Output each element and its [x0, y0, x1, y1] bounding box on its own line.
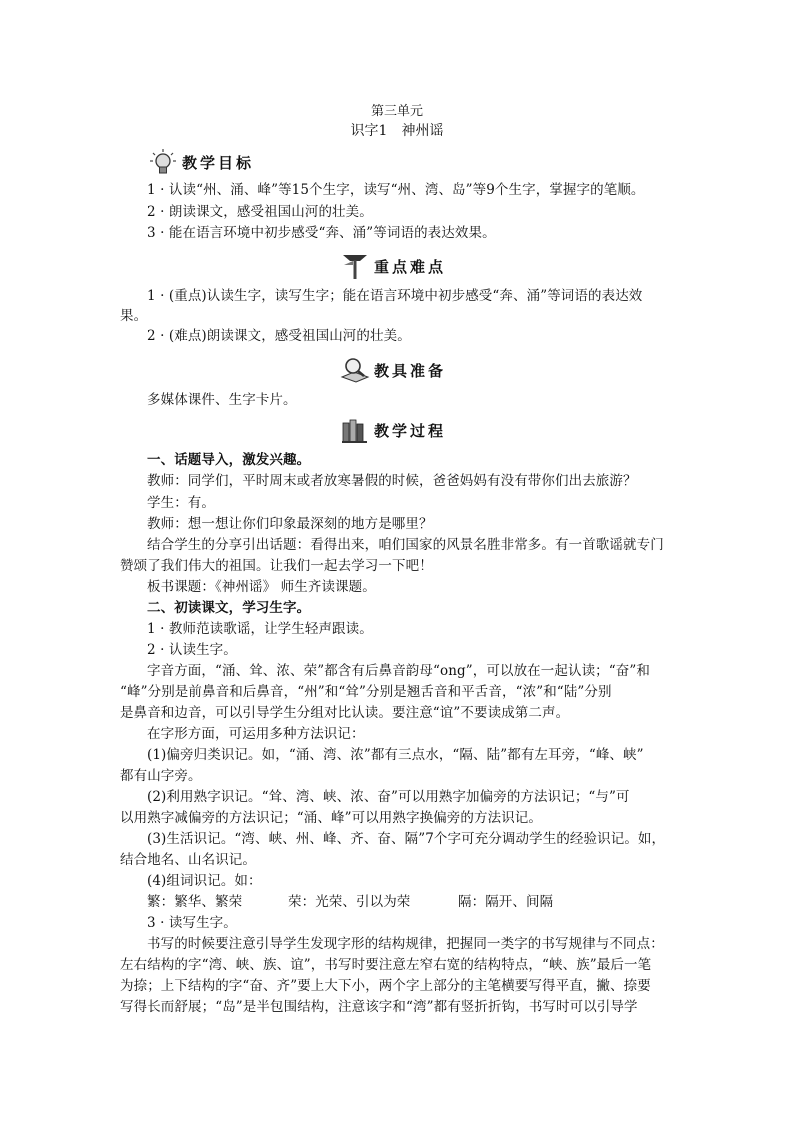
text-line: 书写的时候要注意引导学生发现字形的结构规律，把握同一类字的书写规律与不同点： [147, 936, 664, 952]
text-line: 赞颂了我们伟大的祖国。让我们一起去学习一下吧！ [120, 558, 433, 574]
section-heading-key [340, 250, 446, 282]
text-line: 都有山字旁。 [120, 768, 202, 784]
section-title: 教学过程 [374, 421, 447, 440]
books-icon [340, 415, 370, 445]
text-line: 3 · 读写生字。 [147, 915, 237, 931]
section-heading-goals [148, 146, 254, 178]
text-line: 结合地名、山名识记。 [120, 852, 256, 868]
text-line: 1 · 教师范读歌谣，让学生轻声跟读。 [147, 621, 373, 637]
text-line: 学生：有。 [147, 495, 215, 511]
text-line: 以用熟字减偏旁的方法识记；“涌、峰”可以用熟字换偏旁的方法识记。 [120, 810, 543, 826]
text-line: (4)组词识记。如： [147, 873, 262, 889]
text-line: 字音方面，“涌、耸、浓、荣”都含有后鼻音韵母“ong”，可以放在一起认读；“奋”和 [147, 663, 650, 679]
word-group: 繁：繁华、繁荣 [147, 894, 243, 910]
text-line: 是鼻音和边音，可以引导学生分组对比认读。要注意“谊”不要读成第二声。 [120, 705, 570, 721]
lesson-title: 识字1 神州谣 [350, 123, 444, 139]
unit-title: 第三单元 [370, 104, 423, 119]
text-line: 为捺；上下结构的字“奋、齐”要上大下小，两个字上部分的主笔横要写得平直，撇、捺要 [120, 978, 651, 994]
goal-item: 2 · 朗读课文，感受祖国山河的壮美。 [147, 204, 373, 220]
text-line: (3)生活识记。“湾、峡、州、峰、齐、奋、隔”7个字可充分调动学生的经验识记。如， [147, 831, 666, 847]
text-line: (2)利用熟字识记。“耸、湾、峡、浓、奋”可以用熟字加偏旁的方法识记；“与”可 [147, 789, 630, 805]
pin-flag-icon [340, 251, 370, 281]
text-line: “峰”分别是前鼻音和后鼻音，“州”和“耸”分别是翘舌音和平舌音，“浓”和“陆”分别 [120, 684, 612, 700]
goal-item: 1 · 认读“州、涌、峰”等15个生字，读写“州、湾、岛”等9个生字，掌握字的笔顺。 [147, 182, 645, 198]
text-line: 写得长而舒展；“岛”是半包围结构，注意该字和“湾”都有竖折折钩，书写时可以引导学 [120, 999, 638, 1015]
magnifier-book-icon [340, 355, 370, 385]
key-point-1-cont: 果。 [120, 308, 148, 324]
text-line: 板书课题：《神州谣》 师生齐读课题。 [147, 579, 376, 595]
step-heading: 二、初读课文，学习生字。 [147, 600, 311, 616]
key-point-2: 2 · (难点)朗读课文，感受祖国山河的壮美。 [147, 328, 411, 344]
text-line: 左右结构的字“湾、峡、族、谊”，书写时要注意左窄右宽的结构特点，“峡、族”最后一笔 [120, 957, 652, 973]
lightbulb-icon [148, 147, 178, 177]
text-line: (1)偏旁归类识记。如，“涌、湾、浓”都有三点水，“隔、陆”都有左耳旁，“峰、峡” [147, 747, 644, 763]
goal-item: 3 · 能在语言环境中初步感受“奔、涌”等词语的表达效果。 [147, 225, 496, 241]
text-line: 教师：同学们，平时周末或者放寒暑假的时候，爸爸妈妈有没有带你们出去旅游？ [147, 473, 637, 489]
section-heading-process [340, 414, 446, 446]
text-line: 结合学生的分享引出话题：看得出来，咱们国家的风景名胜非常多。有一首歌谣就专门 [147, 537, 664, 553]
text-line: 教师：想一想让你们印象最深刻的地方是哪里？ [147, 516, 433, 532]
key-point-1: 1 · (重点)认读生字，读写生字；能在语言环境中初步感受“奔、涌”等词语的表达效 [147, 288, 643, 304]
word-group: 隔：隔开、间隔 [458, 894, 554, 910]
step-heading: 一、话题导入，激发兴趣。 [147, 452, 311, 468]
text-line: 2 · 认读生字。 [147, 642, 237, 658]
section-title: 教学目标 [182, 153, 255, 172]
section-title: 重点难点 [374, 257, 447, 276]
word-group: 荣：光荣、引以为荣 [288, 894, 411, 910]
prep-text: 多媒体课件、生字卡片。 [147, 392, 297, 408]
section-heading-prep [340, 354, 446, 386]
text-line: 在字形方面，可运用多种方法识记： [147, 726, 365, 742]
section-title: 教具准备 [374, 361, 447, 380]
